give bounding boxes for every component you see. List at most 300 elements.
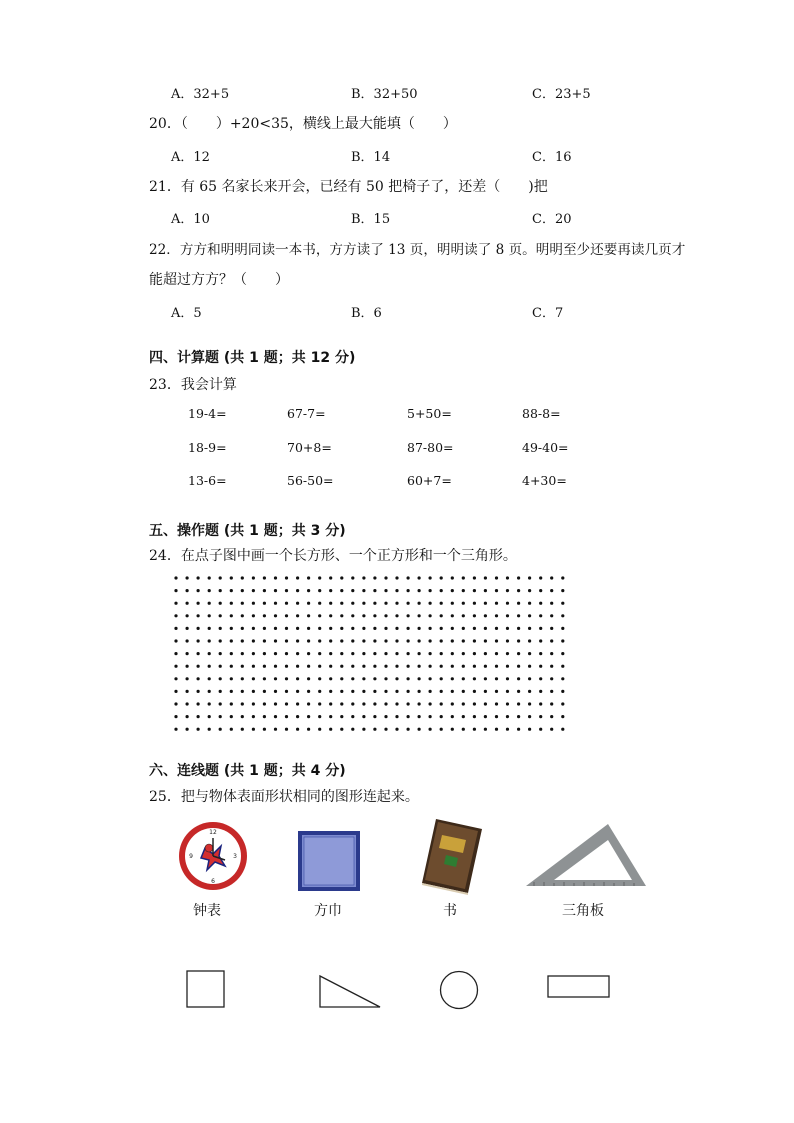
grid-dot	[362, 715, 365, 718]
grid-dot	[539, 690, 542, 693]
grid-dot	[285, 652, 288, 655]
grid-dot	[351, 602, 354, 605]
grid-dot	[186, 614, 189, 617]
grid-dot	[329, 614, 332, 617]
grid-dot	[473, 652, 476, 655]
grid-dot	[174, 639, 177, 642]
q19-option-a[interactable]: A．32+5	[171, 87, 230, 102]
grid-dot	[418, 627, 421, 630]
calc-item: 5+50=	[407, 406, 452, 421]
grid-dot	[174, 715, 177, 718]
grid-dot	[263, 589, 266, 592]
grid-dot	[241, 702, 244, 705]
q20-option-c[interactable]: C．16	[532, 150, 572, 165]
grid-dot	[462, 665, 465, 668]
grid-dot	[208, 715, 211, 718]
grid-dot	[285, 589, 288, 592]
grid-dot	[230, 652, 233, 655]
grid-dot	[362, 702, 365, 705]
grid-dot	[329, 665, 332, 668]
grid-dot	[230, 589, 233, 592]
grid-dot	[495, 576, 498, 579]
grid-dot	[440, 690, 443, 693]
grid-dot	[296, 665, 299, 668]
grid-dot	[263, 690, 266, 693]
grid-dot	[263, 627, 266, 630]
grid-dot	[186, 728, 189, 731]
grid-dot	[550, 652, 553, 655]
q19-option-b[interactable]: B．32+50	[351, 87, 418, 102]
grid-dot	[174, 690, 177, 693]
grid-dot	[208, 602, 211, 605]
grid-dot	[241, 652, 244, 655]
grid-dot	[384, 690, 387, 693]
grid-dot	[429, 702, 432, 705]
grid-dot	[539, 589, 542, 592]
grid-dot	[561, 589, 564, 592]
grid-dot	[174, 589, 177, 592]
grid-dot	[186, 677, 189, 680]
label-book: 书	[443, 903, 457, 919]
grid-dot	[285, 715, 288, 718]
grid-dot	[296, 627, 299, 630]
calc-item: 56-50=	[287, 473, 334, 488]
grid-dot	[506, 715, 509, 718]
grid-dot	[252, 715, 255, 718]
grid-dot	[197, 576, 200, 579]
circle-shape[interactable]	[439, 970, 479, 1010]
grid-dot	[495, 665, 498, 668]
grid-dot	[539, 702, 542, 705]
grid-dot	[318, 639, 321, 642]
grid-dot	[373, 576, 376, 579]
grid-dot	[506, 639, 509, 642]
grid-dot	[208, 614, 211, 617]
grid-dot	[528, 614, 531, 617]
grid-dot	[384, 589, 387, 592]
grid-dot	[263, 677, 266, 680]
grid-dot	[174, 677, 177, 680]
square-shape[interactable]	[186, 970, 226, 1008]
grid-dot	[484, 715, 487, 718]
grid-dot	[318, 627, 321, 630]
grid-dot	[473, 627, 476, 630]
grid-dot	[219, 728, 222, 731]
grid-dot	[241, 665, 244, 668]
grid-dot	[440, 614, 443, 617]
grid-dot	[219, 677, 222, 680]
grid-dot	[429, 728, 432, 731]
grid-dot	[362, 690, 365, 693]
grid-dot	[384, 728, 387, 731]
grid-dot	[440, 677, 443, 680]
grid-dot	[329, 627, 332, 630]
grid-dot	[219, 576, 222, 579]
label-set-square: 三角板	[562, 903, 604, 919]
grid-dot	[340, 715, 343, 718]
grid-dot	[418, 677, 421, 680]
grid-dot	[440, 728, 443, 731]
grid-dot	[539, 652, 542, 655]
q22-option-a[interactable]: A．5	[171, 306, 202, 321]
grid-dot	[263, 639, 266, 642]
q20-option-a[interactable]: A．12	[171, 150, 210, 165]
grid-dot	[230, 639, 233, 642]
grid-dot	[440, 589, 443, 592]
grid-dot	[495, 639, 498, 642]
grid-dot	[296, 614, 299, 617]
grid-dot	[318, 702, 321, 705]
calc-item: 4+30=	[522, 473, 567, 488]
svg-text:6: 6	[211, 878, 215, 885]
grid-dot	[252, 728, 255, 731]
grid-dot	[407, 665, 410, 668]
grid-dot	[318, 728, 321, 731]
grid-dot	[373, 702, 376, 705]
grid-dot	[373, 627, 376, 630]
grid-dot	[263, 652, 266, 655]
grid-dot	[484, 652, 487, 655]
grid-dot	[484, 690, 487, 693]
grid-dot	[340, 652, 343, 655]
grid-dot	[174, 652, 177, 655]
grid-dot	[285, 677, 288, 680]
grid-dot	[561, 627, 564, 630]
grid-dot	[274, 728, 277, 731]
grid-dot	[340, 728, 343, 731]
grid-dot	[186, 702, 189, 705]
grid-dot	[462, 715, 465, 718]
grid-dot	[506, 589, 509, 592]
grid-dot	[296, 589, 299, 592]
handkerchief-image	[297, 830, 363, 894]
grid-dot	[429, 715, 432, 718]
grid-dot	[340, 602, 343, 605]
grid-dot	[495, 652, 498, 655]
grid-dot	[329, 589, 332, 592]
grid-dot	[407, 677, 410, 680]
grid-dot	[307, 702, 310, 705]
grid-dot	[473, 589, 476, 592]
grid-dot	[274, 602, 277, 605]
grid-dot	[506, 728, 509, 731]
grid-dot	[274, 614, 277, 617]
grid-dot	[230, 728, 233, 731]
grid-dot	[318, 677, 321, 680]
grid-dot	[550, 728, 553, 731]
grid-dot	[340, 576, 343, 579]
grid-dot	[230, 627, 233, 630]
grid-dot	[561, 602, 564, 605]
grid-dot	[506, 690, 509, 693]
grid-dot	[252, 665, 255, 668]
grid-dot	[351, 728, 354, 731]
grid-dot	[274, 589, 277, 592]
q22-text-line1: 22．方方和明明同读一本书，方方读了 13 页，明明读了 8 页。明明至少还要再读几页才	[149, 242, 686, 258]
grid-dot	[473, 728, 476, 731]
grid-dot	[230, 665, 233, 668]
grid-dot	[296, 690, 299, 693]
grid-dot	[473, 614, 476, 617]
grid-dot	[285, 576, 288, 579]
grid-dot	[539, 715, 542, 718]
grid-dot	[429, 690, 432, 693]
grid-dot	[517, 690, 520, 693]
grid-dot	[362, 639, 365, 642]
grid-dot	[561, 728, 564, 731]
grid-dot	[329, 576, 332, 579]
grid-dot	[230, 690, 233, 693]
grid-dot	[517, 715, 520, 718]
q22-option-b[interactable]: B．6	[351, 306, 382, 321]
section5-title: 五、操作题 (共 1 题；共 3 分)	[149, 523, 346, 539]
grid-dot	[561, 614, 564, 617]
grid-dot	[528, 652, 531, 655]
grid-dot	[329, 677, 332, 680]
grid-dot	[263, 715, 266, 718]
grid-dot	[418, 614, 421, 617]
section4-title: 四、计算题 (共 1 题；共 12 分)	[149, 350, 356, 366]
grid-dot	[440, 715, 443, 718]
grid-dot	[407, 639, 410, 642]
grid-dot	[318, 602, 321, 605]
grid-dot	[495, 702, 498, 705]
grid-dot	[484, 576, 487, 579]
grid-dot	[517, 702, 520, 705]
grid-dot	[473, 602, 476, 605]
grid-dot	[429, 677, 432, 680]
grid-dot	[174, 702, 177, 705]
grid-dot	[263, 602, 266, 605]
book-image	[418, 815, 486, 895]
grid-dot	[340, 690, 343, 693]
grid-dot	[384, 627, 387, 630]
grid-dot	[274, 576, 277, 579]
grid-dot	[462, 639, 465, 642]
grid-dot	[495, 614, 498, 617]
grid-dot	[307, 728, 310, 731]
grid-dot	[418, 690, 421, 693]
grid-dot	[528, 690, 531, 693]
grid-dot	[373, 690, 376, 693]
grid-dot	[495, 677, 498, 680]
grid-dot	[219, 627, 222, 630]
q21-option-c[interactable]: C．20	[532, 212, 572, 227]
grid-dot	[506, 576, 509, 579]
grid-dot	[351, 639, 354, 642]
q23-title: 23．我会计算	[149, 377, 237, 393]
dot-grid[interactable]	[170, 572, 580, 732]
grid-dot	[440, 627, 443, 630]
grid-dot	[462, 602, 465, 605]
grid-dot	[395, 614, 398, 617]
label-handkerchief: 方巾	[314, 903, 342, 919]
grid-dot	[539, 614, 542, 617]
grid-dot	[296, 677, 299, 680]
q22-option-c[interactable]: C．7	[532, 306, 564, 321]
grid-dot	[241, 602, 244, 605]
grid-dot	[340, 677, 343, 680]
q21-option-a[interactable]: A．10	[171, 212, 210, 227]
grid-dot	[418, 702, 421, 705]
grid-dot	[263, 576, 266, 579]
grid-dot	[197, 690, 200, 693]
calc-item: 18-9=	[188, 440, 227, 455]
grid-dot	[208, 690, 211, 693]
triangle-shape[interactable]	[318, 974, 382, 1009]
grid-dot	[418, 576, 421, 579]
grid-dot	[528, 677, 531, 680]
grid-dot	[407, 652, 410, 655]
grid-dot	[197, 677, 200, 680]
grid-dot	[351, 589, 354, 592]
calc-item: 49-40=	[522, 440, 569, 455]
grid-dot	[506, 652, 509, 655]
grid-dot	[462, 627, 465, 630]
grid-dot	[307, 614, 310, 617]
grid-dot	[373, 665, 376, 668]
grid-dot	[208, 589, 211, 592]
grid-dot	[340, 639, 343, 642]
grid-dot	[230, 715, 233, 718]
grid-dot	[351, 614, 354, 617]
grid-dot	[263, 614, 266, 617]
grid-dot	[241, 627, 244, 630]
grid-dot	[407, 715, 410, 718]
grid-dot	[395, 728, 398, 731]
grid-dot	[318, 652, 321, 655]
grid-dot	[451, 602, 454, 605]
grid-dot	[495, 627, 498, 630]
grid-dot	[473, 665, 476, 668]
grid-dot	[252, 602, 255, 605]
grid-dot	[484, 627, 487, 630]
grid-dot	[252, 614, 255, 617]
grid-dot	[241, 589, 244, 592]
grid-dot	[506, 627, 509, 630]
grid-dot	[429, 665, 432, 668]
grid-dot	[550, 690, 553, 693]
grid-dot	[418, 652, 421, 655]
grid-dot	[395, 715, 398, 718]
grid-dot	[197, 627, 200, 630]
grid-dot	[340, 665, 343, 668]
grid-dot	[174, 602, 177, 605]
grid-dot	[395, 690, 398, 693]
grid-dot	[373, 677, 376, 680]
grid-dot	[351, 690, 354, 693]
grid-dot	[318, 690, 321, 693]
grid-dot	[307, 639, 310, 642]
grid-dot	[429, 576, 432, 579]
grid-dot	[186, 652, 189, 655]
grid-dot	[230, 702, 233, 705]
grid-dot	[517, 576, 520, 579]
grid-dot	[550, 677, 553, 680]
grid-dot	[539, 639, 542, 642]
grid-dot	[329, 715, 332, 718]
grid-dot	[495, 589, 498, 592]
grid-dot	[219, 602, 222, 605]
grid-dot	[528, 665, 531, 668]
grid-dot	[429, 614, 432, 617]
grid-dot	[351, 715, 354, 718]
grid-dot	[373, 589, 376, 592]
grid-dot	[186, 576, 189, 579]
calc-item: 13-6=	[188, 473, 227, 488]
grid-dot	[451, 715, 454, 718]
calc-item: 87-80=	[407, 440, 454, 455]
grid-dot	[506, 702, 509, 705]
grid-dot	[241, 728, 244, 731]
grid-dot	[462, 702, 465, 705]
grid-dot	[539, 677, 542, 680]
grid-dot	[451, 639, 454, 642]
grid-dot	[318, 614, 321, 617]
grid-dot	[274, 639, 277, 642]
grid-dot	[484, 728, 487, 731]
grid-dot	[440, 652, 443, 655]
grid-dot	[517, 639, 520, 642]
grid-dot	[395, 639, 398, 642]
rectangle-shape[interactable]	[547, 975, 611, 999]
grid-dot	[274, 677, 277, 680]
grid-dot	[186, 639, 189, 642]
grid-dot	[241, 715, 244, 718]
grid-dot	[252, 652, 255, 655]
grid-dot	[451, 627, 454, 630]
grid-dot	[528, 715, 531, 718]
grid-dot	[373, 652, 376, 655]
grid-dot	[296, 576, 299, 579]
grid-dot	[373, 614, 376, 617]
grid-dot	[197, 639, 200, 642]
grid-dot	[418, 589, 421, 592]
grid-dot	[208, 665, 211, 668]
grid-dot	[340, 614, 343, 617]
grid-dot	[539, 627, 542, 630]
grid-dot	[550, 715, 553, 718]
grid-dot	[451, 690, 454, 693]
grid-dot	[219, 589, 222, 592]
grid-dot	[528, 627, 531, 630]
q19-option-c[interactable]: C．23+5	[532, 87, 591, 102]
grid-dot	[384, 576, 387, 579]
grid-dot	[517, 677, 520, 680]
grid-dot	[285, 702, 288, 705]
grid-dot	[462, 652, 465, 655]
grid-dot	[174, 728, 177, 731]
q20-option-b[interactable]: B．14	[351, 150, 391, 165]
svg-text:9: 9	[189, 853, 193, 860]
grid-dot	[550, 702, 553, 705]
grid-dot	[384, 715, 387, 718]
grid-dot	[219, 652, 222, 655]
grid-dot	[407, 589, 410, 592]
grid-dot	[395, 602, 398, 605]
grid-dot	[230, 576, 233, 579]
grid-dot	[296, 728, 299, 731]
grid-dot	[539, 665, 542, 668]
grid-dot	[318, 576, 321, 579]
grid-dot	[252, 627, 255, 630]
grid-dot	[451, 614, 454, 617]
grid-dot	[517, 614, 520, 617]
grid-dot	[429, 589, 432, 592]
grid-dot	[197, 589, 200, 592]
q21-option-b[interactable]: B．15	[351, 212, 391, 227]
grid-dot	[429, 602, 432, 605]
